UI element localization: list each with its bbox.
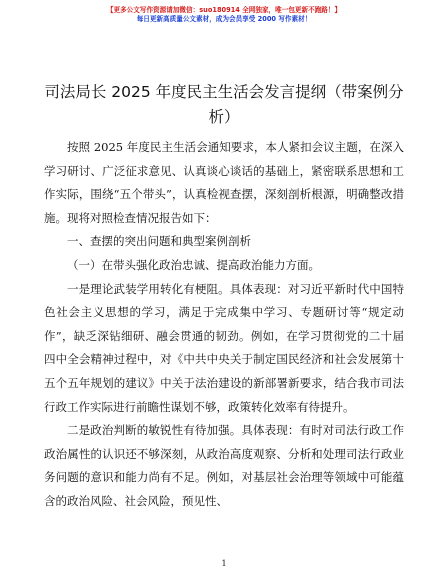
paragraph-theory-study: 一是理论武装学用转化有梗阻。具体表现：对习近平新时代中国特色社会主义思想的学习，满足于完成集中学习、专题研讨等“规定动作”，缺乏深钻细研、融会贯通的韧劲。例如，在学习贯彻党的二十届四中全会精神过程中，对《中共中央关于制定国民经济和社会发展第十五个五年规划的建议》中关于法治建设的新部署新要求，结合我市司法行政工作实际进行前瞻性谋划不够，政策转化效率有待提升。: [44, 281, 404, 414]
document-body: [44, 136, 404, 514]
page-number: 1: [221, 559, 227, 568]
promo-banner-line-2: 每日更新高质量公文素材，成为会员享受 2000 写作素材！: [136, 15, 312, 23]
promo-banner: [0, 6, 448, 24]
document-title: 司法局长 2025 年度民主生活会发言提纲（带案例分析）: [44, 83, 404, 126]
section-heading-1: 一、查摆的突出问题和典型案例剖析: [67, 234, 251, 249]
promo-banner-line-1: 【更多公文写作资源请加微信：suo180914 全网独家，唯一包更新不跑路！】: [106, 6, 342, 14]
subsection-heading-1: （一）在带头强化政治忠诚、提高政治能力方面。: [67, 257, 320, 272]
paragraph-political-judgment: 二是政治判断的敏锐性有待加强。具体表现：有时对司法行政工作政治属性的认识还不够深刻，从政治高度观察、分析和处理司法行政业务问题的意识和能力尚有不足。例如，对基层社会治理等领域中可能蕴含的政治风险、社会风险，预见性、: [44, 423, 404, 508]
intro-paragraph: 按照 2025 年度民主生活会通知要求，本人紧扣会议主题，在深入学习研讨、广泛征求意见、认真谈心谈话的基础上，紧密联系思想和工作实际，围绕“五个带头”，认真检视查摆，深刻剖析根源，明确整改措施。现将对照检查情况报告如下：: [44, 140, 404, 225]
